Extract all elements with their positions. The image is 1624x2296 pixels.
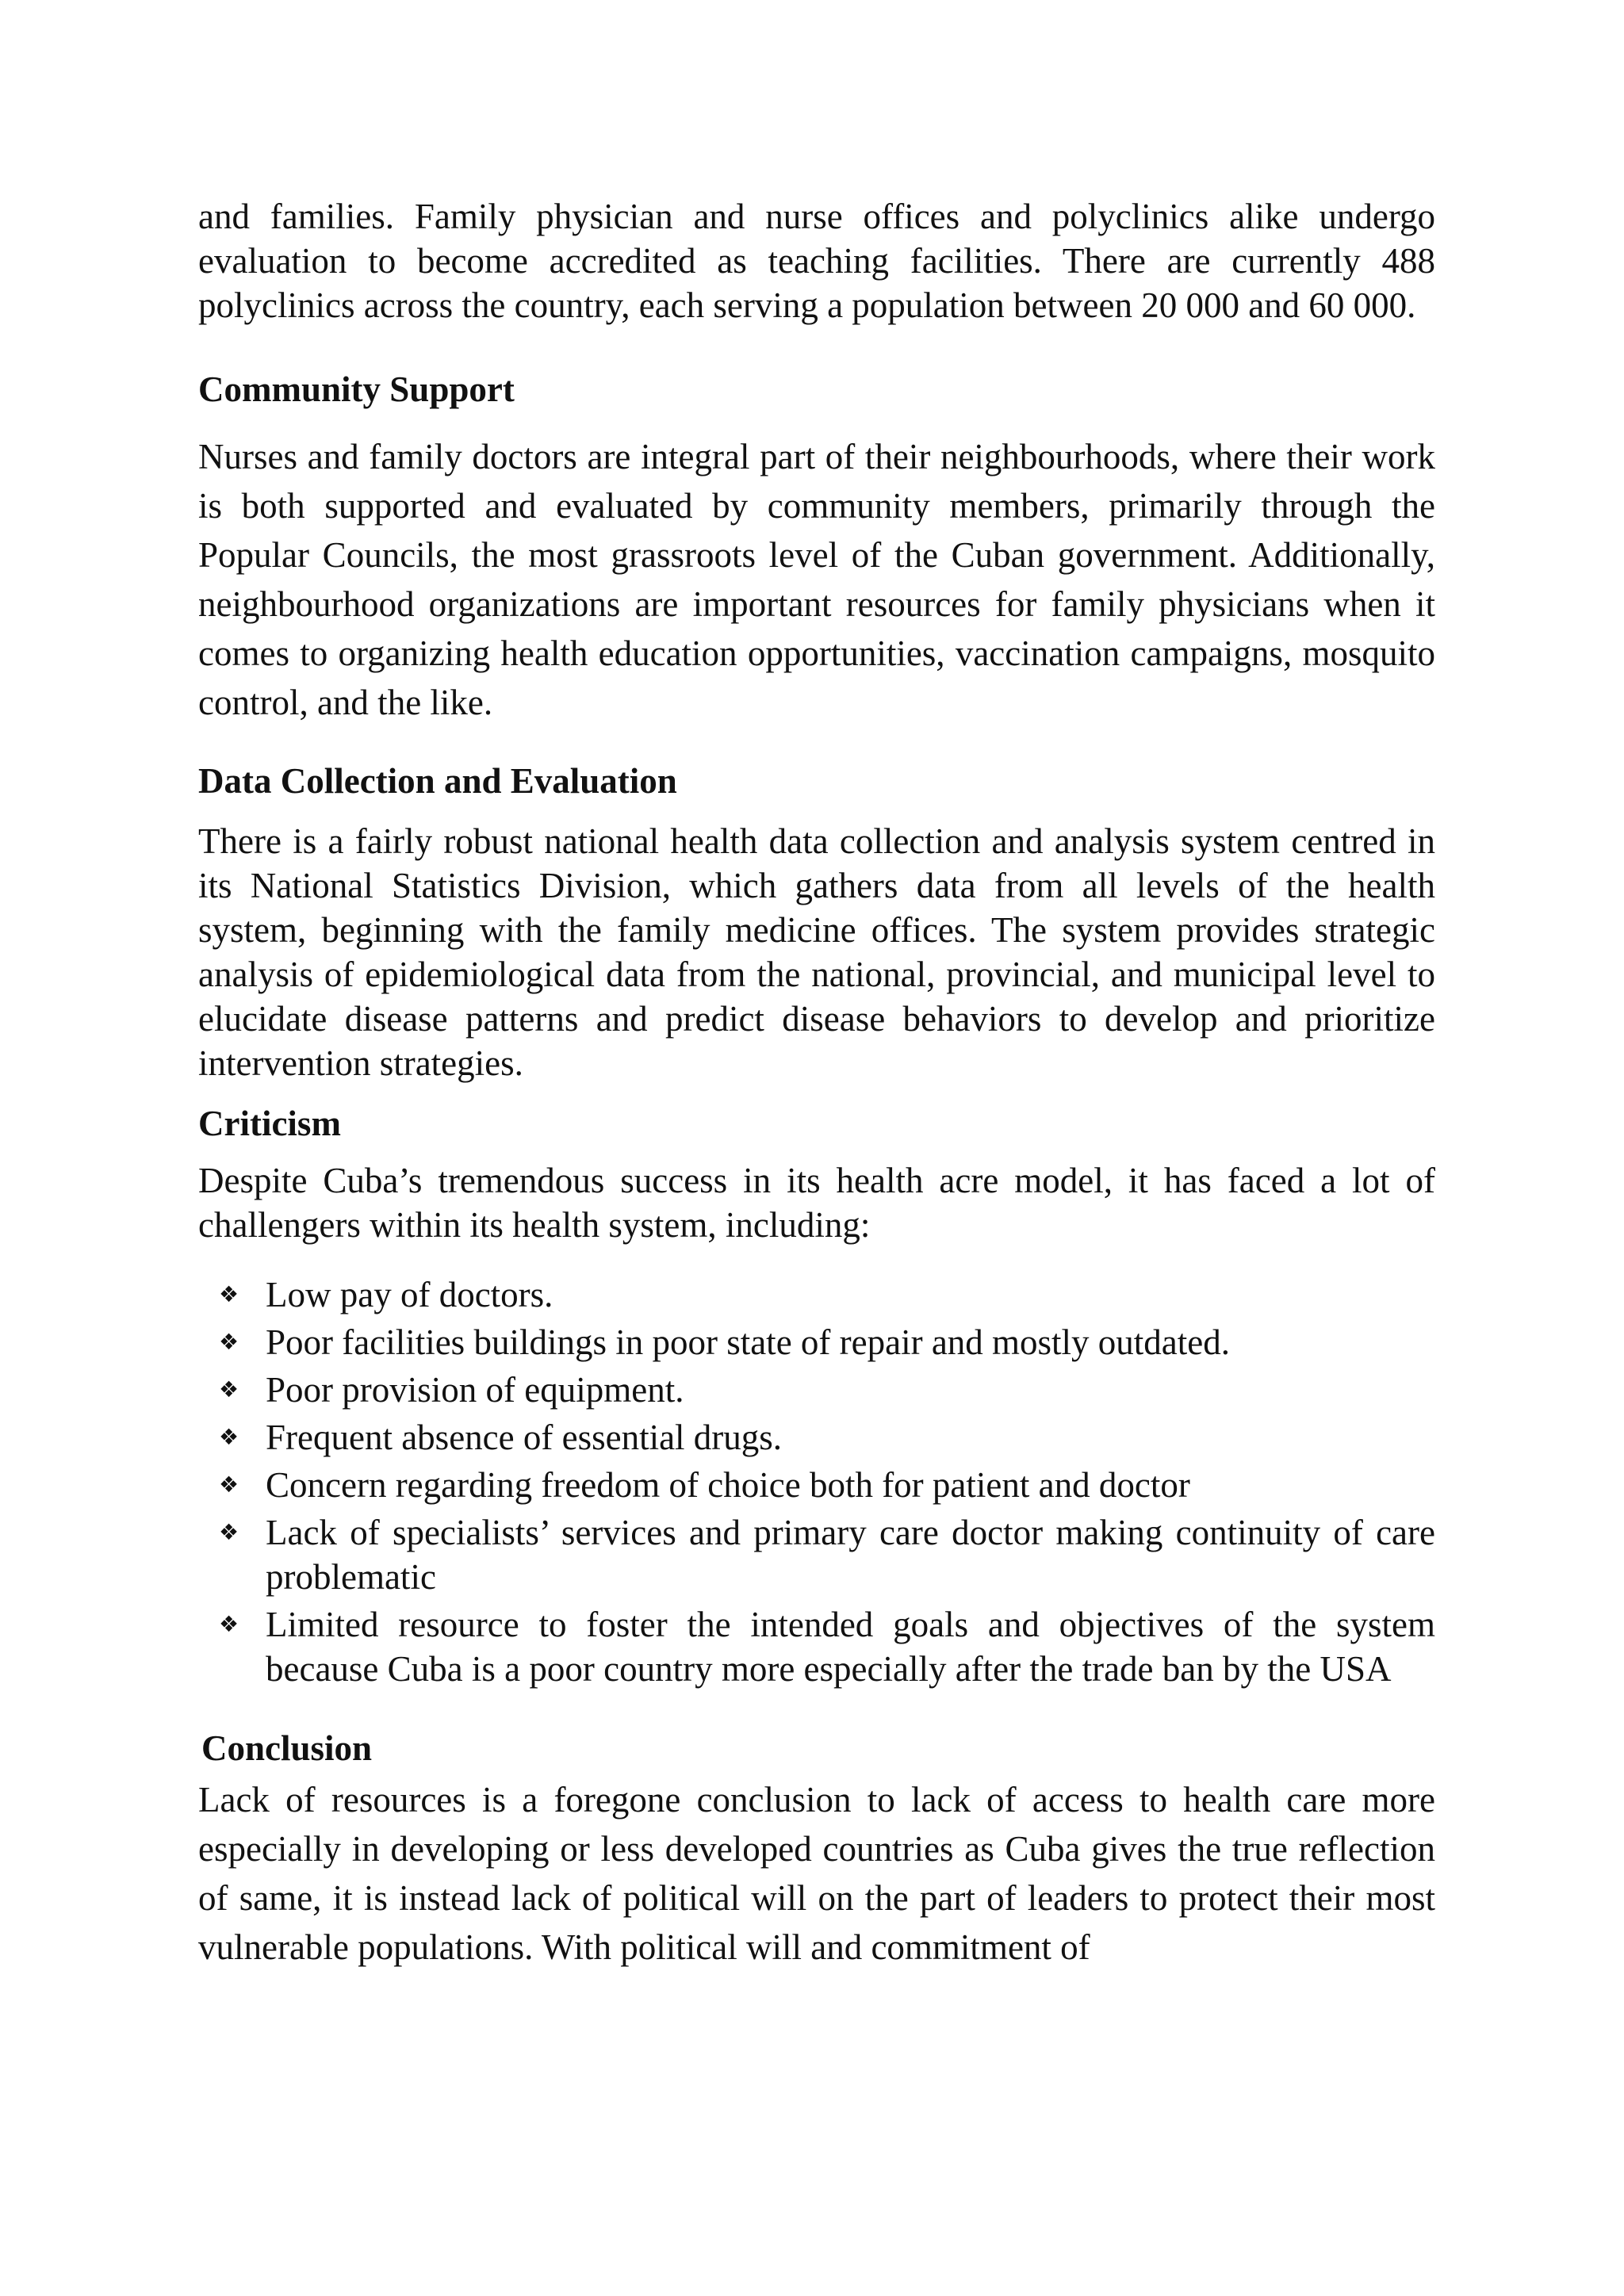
list-item: ❖ Concern regarding freedom of choice both for patient and doctor — [198, 1463, 1435, 1507]
list-item: ❖ Frequent absence of essential drugs. — [198, 1415, 1435, 1460]
diamond-bullet-icon: ❖ — [219, 1376, 239, 1402]
diamond-bullet-icon: ❖ — [219, 1281, 239, 1307]
diamond-bullet-icon: ❖ — [219, 1519, 239, 1545]
conclusion-paragraph: Lack of resources is a foregone conclusion to lack of access to health care more especially in developing or less developed countries as Cuba gives the true reflection of same, it is instead lack of political will on the part of leaders to protect their most vulnerable populations. With political will and commitment of — [198, 1780, 1435, 1967]
criticism-paragraph: Despite Cuba’s tremendous success in its health acre model, it has faced a lot of challengers within its health system, including: — [198, 1161, 1435, 1245]
list-item: ❖ Poor provision of equipment. — [198, 1368, 1435, 1412]
criticism-list — [198, 1272, 1435, 1691]
data-collection-heading: Data Collection and Evaluation — [198, 761, 677, 801]
intro-paragraph: and families. Family physician and nurse offices and polyclinics alike undergo evaluation to become accredited as teaching facilities. There are currently 488 polyclinics across the country, each serving a population between 20 000 and 60 000. — [198, 197, 1435, 325]
criticism-heading: Criticism — [198, 1104, 341, 1143]
community-support-heading: Community Support — [198, 369, 515, 409]
list-item: ❖ Low pay of doctors. — [198, 1272, 1435, 1317]
diamond-bullet-icon: ❖ — [219, 1471, 239, 1498]
document-page — [198, 194, 1435, 1972]
diamond-bullet-icon: ❖ — [219, 1424, 239, 1450]
list-item: ❖ Lack of specialists’ services and primary care doctor making continuity of care problematic — [198, 1510, 1435, 1599]
conclusion-heading: Conclusion — [201, 1728, 373, 1768]
list-item: ❖ Poor facilities buildings in poor state of repair and mostly outdated. — [198, 1320, 1435, 1364]
list-item: ❖ Limited resource to foster the intended goals and objectives of the system because Cuba is a poor country more especially after the trade ban by the USA — [198, 1602, 1435, 1691]
community-support-paragraph: Nurses and family doctors are integral part of their neighbourhoods, where their work is both supported and evaluated by community members, primarily through the Popular Councils, the most grassroots level of the Cuban government. Additionally, neighbourhood organizations are important resources for family physicians when it comes to organizing health education opportunities, vaccination campaigns, mosquito control, and the like. — [198, 437, 1435, 722]
diamond-bullet-icon: ❖ — [219, 1611, 239, 1637]
data-collection-paragraph: There is a fairly robust national health data collection and analysis system centred in its National Statistics Division, which gathers data from all levels of the health system, beginning with the family medicine offices. The system provides strategic analysis of epidemiological data from the national, provincial, and municipal level to elucidate disease patterns and predict disease behaviors to develop and prioritize intervention strategies. — [198, 821, 1435, 1083]
diamond-bullet-icon: ❖ — [219, 1329, 239, 1355]
